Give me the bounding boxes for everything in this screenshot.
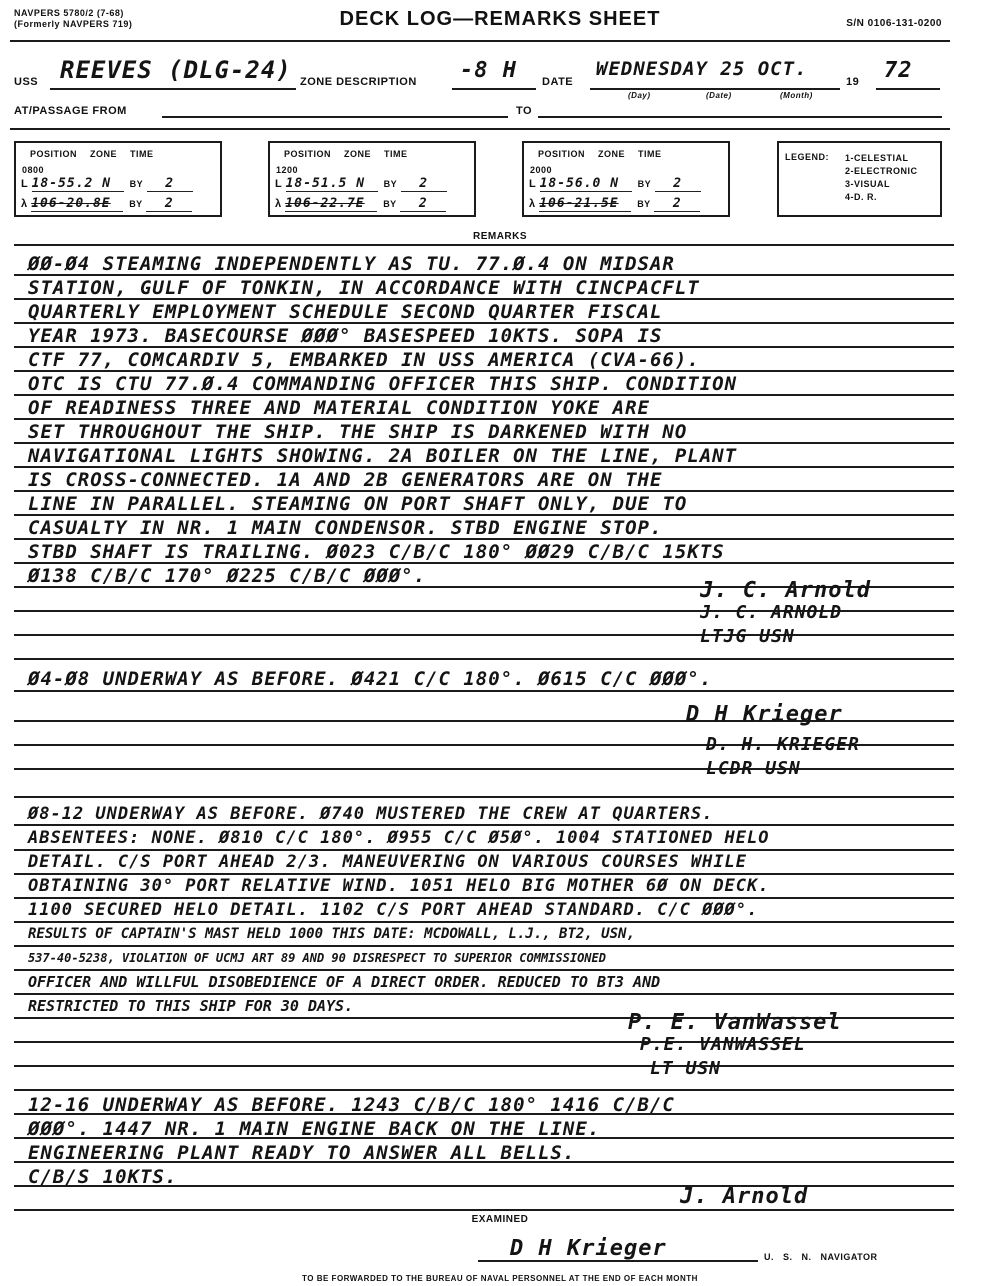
footer-note: TO BE FORWARDED TO THE BUREAU OF NAVAL PERSONNEL AT THE END OF EACH MONTH xyxy=(302,1274,698,1283)
latitude-row: L 18-55.2 N BY 2 xyxy=(21,176,193,192)
ruled-line xyxy=(14,1041,954,1043)
latitude-value[interactable]: 18-55.2 N xyxy=(32,176,124,192)
date-field[interactable]: WEDNESDAY 25 OCT. xyxy=(590,58,840,90)
remarks-line: CTF 77, COMCARDIV 5, EMBARKED IN USS AMERICA (CVA-66). xyxy=(28,349,700,371)
ruled-line xyxy=(14,658,954,660)
longitude-value[interactable]: 106-21.5E xyxy=(539,196,631,212)
section-rule xyxy=(10,128,950,130)
remarks-line: OBTAINING 30° PORT RELATIVE WIND. 1051 HELO BIG MOTHER 6Ø ON DECK. xyxy=(28,876,770,896)
longitude-value[interactable]: 106-20.8E xyxy=(31,196,123,212)
remarks-line: STBD SHAFT IS TRAILING. Ø023 C/B/C 180° ØØ29 C/B/C 15KTS xyxy=(28,541,725,563)
remarks-line: Ø8-12 UNDERWAY AS BEFORE. Ø740 MUSTERED THE CREW AT QUARTERS. xyxy=(28,804,714,824)
by-label: BY xyxy=(129,199,143,209)
remarks-line: STATION, GULF OF TONKIN, IN ACCORDANCE WITH CINCPACFLT xyxy=(28,277,700,299)
longitude-zone[interactable]: 2 xyxy=(146,196,192,212)
position-box-header: POSITION ZONE TIME xyxy=(30,149,154,159)
form-id-line-2: (Formerly NAVPERS 719) xyxy=(14,19,133,29)
by-label: BY xyxy=(383,199,397,209)
longitude-zone[interactable]: 2 xyxy=(400,196,446,212)
remarks-line: RESTRICTED TO THIS SHIP FOR 30 DAYS. xyxy=(28,997,354,1015)
position-box-2000 xyxy=(522,141,730,217)
date-label: DATE xyxy=(542,76,574,88)
position-time: 1200 xyxy=(276,165,299,175)
latitude-zone[interactable]: 2 xyxy=(401,176,447,192)
form-title: DECK LOG—REMARKS SHEET xyxy=(339,8,661,30)
latitude-zone[interactable]: 2 xyxy=(655,176,701,192)
signature-krieger: D H Krieger xyxy=(686,702,843,727)
month-sublabel: (Month) xyxy=(780,91,813,100)
longitude-value[interactable]: 106-22.7E xyxy=(285,196,377,212)
signature-arnold-2: J. Arnold xyxy=(680,1184,809,1209)
remarks-line: LINE IN PARALLEL. STEAMING ON PORT SHAFT ONLY, DUE TO xyxy=(28,493,688,515)
position-box-header: POSITION ZONE TIME xyxy=(284,149,408,159)
year-field[interactable]: 72 xyxy=(876,58,940,90)
uss-label: USS xyxy=(14,76,39,88)
ruled-line xyxy=(14,1065,954,1067)
legend-title: LEGEND: xyxy=(785,152,829,162)
ruled-line xyxy=(14,634,954,636)
latitude-value[interactable]: 18-56.0 N xyxy=(540,176,632,192)
by-label: BY xyxy=(383,179,398,189)
by-label: BY xyxy=(637,199,651,209)
signature-arnold: J. C. Arnold xyxy=(700,578,871,603)
signer-rank: LTJG USN xyxy=(700,626,795,647)
legend-list xyxy=(845,152,918,204)
ruled-line xyxy=(14,1089,954,1091)
ruled-line xyxy=(14,768,954,770)
examined-label: EXAMINED xyxy=(471,1214,529,1225)
remarks-line: ABSENTEES: NONE. Ø810 C/C 180°. Ø955 C/C Ø5Ø°. 1004 STATIONED HELO xyxy=(28,828,770,848)
ruled-line xyxy=(14,690,954,692)
remarks-line: 537-40-5238, VIOLATION OF UCMJ ART 89 AND 90 DISRESPECT TO SUPERIOR COMMISSIONED xyxy=(28,951,606,965)
passage-to-field[interactable] xyxy=(538,104,942,118)
remarks-header: REMARKS xyxy=(472,231,528,242)
remarks-line: C/B/S 10KTS. xyxy=(28,1166,178,1188)
remarks-line: NAVIGATIONAL LIGHTS SHOWING. 2A BOILER ON THE LINE, PLANT xyxy=(28,445,738,467)
to-label: TO xyxy=(516,105,533,117)
day-sublabel: (Day) xyxy=(628,91,651,100)
remarks-line: OFFICER AND WILLFUL DISOBEDIENCE OF A DIRECT ORDER. REDUCED TO BT3 AND xyxy=(28,973,661,991)
ruled-line xyxy=(14,1209,954,1211)
navigator-signature: D H Krieger xyxy=(510,1236,667,1261)
signer-name: J. C. ARNOLD xyxy=(700,602,843,623)
legend-item: 4-D. R. xyxy=(845,192,878,202)
latitude-row: L 18-51.5 N BY 2 xyxy=(275,176,447,192)
at-passage-label: AT/PASSAGE FROM xyxy=(14,105,127,117)
remarks-line: 12-16 UNDERWAY AS BEFORE. 1243 C/B/C 180° 1416 C/B/C xyxy=(28,1094,675,1116)
ruled-line xyxy=(14,796,954,798)
by-label: BY xyxy=(637,179,652,189)
remarks-line: OF READINESS THREE AND MATERIAL CONDITION YOKE ARE xyxy=(28,397,650,419)
year-prefix: 19 xyxy=(846,76,860,88)
stock-number: S/N 0106-131-0200 xyxy=(846,18,942,29)
signer-rank: LT USN xyxy=(650,1058,722,1079)
position-box-0800 xyxy=(14,141,222,217)
remarks-line: SET THROUGHOUT THE SHIP. THE SHIP IS DARKENED WITH NO xyxy=(28,421,688,443)
header-rule xyxy=(10,40,950,42)
remarks-line: ØØ-Ø4 STEAMING INDEPENDENTLY AS TU. 77.Ø.4 ON MIDSAR xyxy=(28,253,675,275)
longitude-zone[interactable]: 2 xyxy=(654,196,700,212)
remarks-line: QUARTERLY EMPLOYMENT SCHEDULE SECOND QUARTER FISCAL xyxy=(28,301,663,323)
remarks-line: Ø4-Ø8 UNDERWAY AS BEFORE. Ø421 C/C 180°. Ø615 C/C ØØØ°. xyxy=(28,668,713,690)
remarks-line: ENGINEERING PLANT READY TO ANSWER ALL BELLS. xyxy=(28,1142,576,1164)
longitude-row: λ 106-20.8E BY 2 xyxy=(21,196,192,212)
remarks-line: ØØØ°. 1447 NR. 1 MAIN ENGINE BACK ON THE LINE. xyxy=(28,1118,601,1140)
navigator-label: U. S. N. NAVIGATOR xyxy=(764,1252,878,1262)
form-id-line-1: NAVPERS 5780/2 (7-68) xyxy=(14,8,124,18)
position-time: 2000 xyxy=(530,165,553,175)
latitude-zone[interactable]: 2 xyxy=(147,176,193,192)
remarks-line: 1100 SECURED HELO DETAIL. 1102 C/S PORT AHEAD STANDARD. C/C ØØØ°. xyxy=(28,900,759,920)
remarks-line: OTC IS CTU 77.Ø.4 COMMANDING OFFICER THIS SHIP. CONDITION xyxy=(28,373,738,395)
zone-description-label: ZONE DESCRIPTION xyxy=(300,76,417,88)
passage-from-field[interactable] xyxy=(162,104,508,118)
remarks-line: CASUALTY IN NR. 1 MAIN CONDENSOR. STBD ENGINE STOP. xyxy=(28,517,663,539)
ship-name-field[interactable]: REEVES (DLG-24) xyxy=(50,56,296,90)
longitude-row: λ 106-22.7E BY 2 xyxy=(275,196,446,212)
position-time: 0800 xyxy=(22,165,45,175)
navigator-signature-line xyxy=(478,1260,758,1262)
signer-name: P.E. VANWASSEL xyxy=(640,1034,806,1055)
ruled-line xyxy=(14,244,954,246)
date-sublabel: (Date) xyxy=(706,91,732,100)
latitude-value[interactable]: 18-51.5 N xyxy=(286,176,378,192)
longitude-row: λ 106-21.5E BY 2 xyxy=(529,196,700,212)
signer-name: D. H. KRIEGER xyxy=(706,734,860,755)
signer-rank: LCDR USN xyxy=(706,758,801,779)
signature-vanwassel: P. E. VanWassel xyxy=(628,1010,842,1035)
remarks-line: RESULTS OF CAPTAIN'S MAST HELD 1000 THIS DATE: MCDOWALL, L.J., BT2, USN, xyxy=(28,926,635,942)
legend-item: 1-CELESTIAL xyxy=(845,153,909,163)
remarks-line: IS CROSS-CONNECTED. 1A AND 2B GENERATORS ARE ON THE xyxy=(28,469,663,491)
remarks-line: YEAR 1973. BASECOURSE ØØØ° BASESPEED 10KTS. SOPA IS xyxy=(28,325,663,347)
legend-item: 3-VISUAL xyxy=(845,179,891,189)
legend-item: 2-ELECTRONIC xyxy=(845,166,918,176)
remarks-line: Ø138 C/B/C 170° Ø225 C/B/C ØØØ°. xyxy=(28,565,427,587)
position-box-header: POSITION ZONE TIME xyxy=(538,149,662,159)
by-label: BY xyxy=(129,179,144,189)
latitude-row: L 18-56.0 N BY 2 xyxy=(529,176,701,192)
position-box-1200 xyxy=(268,141,476,217)
remarks-line: DETAIL. C/S PORT AHEAD 2/3. MANEUVERING ON VARIOUS COURSES WHILE xyxy=(28,852,748,872)
zone-description-field[interactable]: -8 H xyxy=(452,58,536,90)
legend-box xyxy=(777,141,942,217)
